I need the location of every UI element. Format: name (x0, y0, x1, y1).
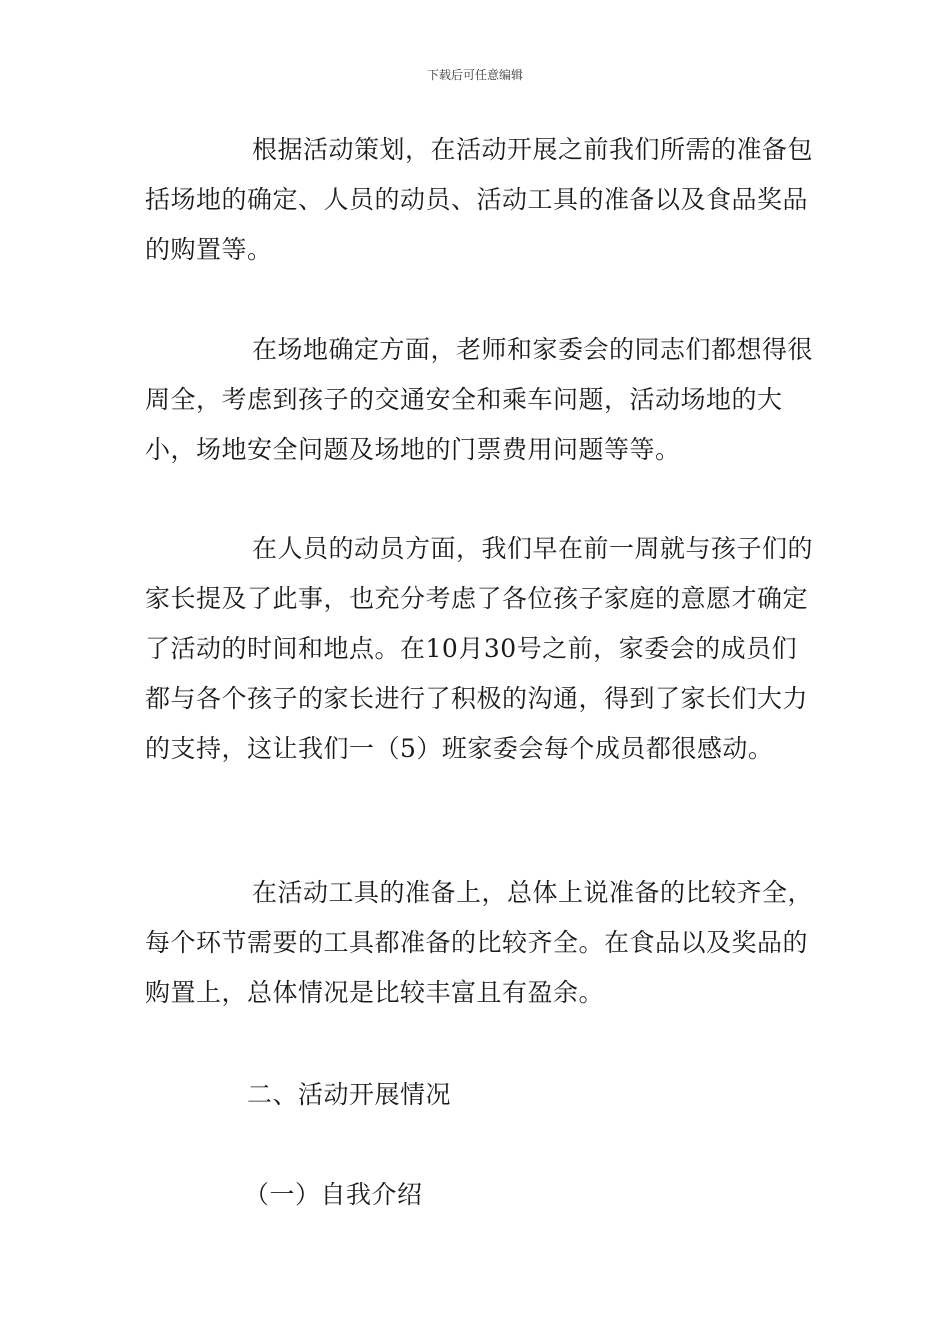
paragraph-tools-food: 在活动工具的准备上，总体上说准备的比较齐全，每个环节需要的工具都准备的比较齐全。在食品以及奖品的购置上，总体情况是比较丰富且有盈余。 (145, 878, 814, 1007)
paragraph-preparation-overview: 根据活动策划，在活动开展之前我们所需的准备包括场地的确定、人员的动员、活动工具的准备以及食品奖品的购置等。 (145, 135, 814, 264)
section-heading: 二、活动开展情况 (247, 1080, 452, 1109)
paragraph-personnel: 在人员的动员方面，我们早在前一周就与孩子们的家长提及了此事，也充分考虑了各位孩子家庭的意愿才确定了活动的时间和地点。在10月30号之前，家委会的成员们都与各个孩子的家长进行了积极的沟通，得到了家长们大力的支持，这让我们一（5）班家委会每个成员都很感动。 (145, 534, 814, 763)
subsection-heading: （一）自我介绍 (244, 1180, 423, 1209)
header-note: 下载后可任意编辑 (426, 68, 523, 82)
paragraph-venue: 在场地确定方面，老师和家委会的同志们都想得很周全，考虑到孩子的交通安全和乘车问题，活动场地的大小，场地安全问题及场地的门票费用问题等等。 (145, 335, 814, 464)
